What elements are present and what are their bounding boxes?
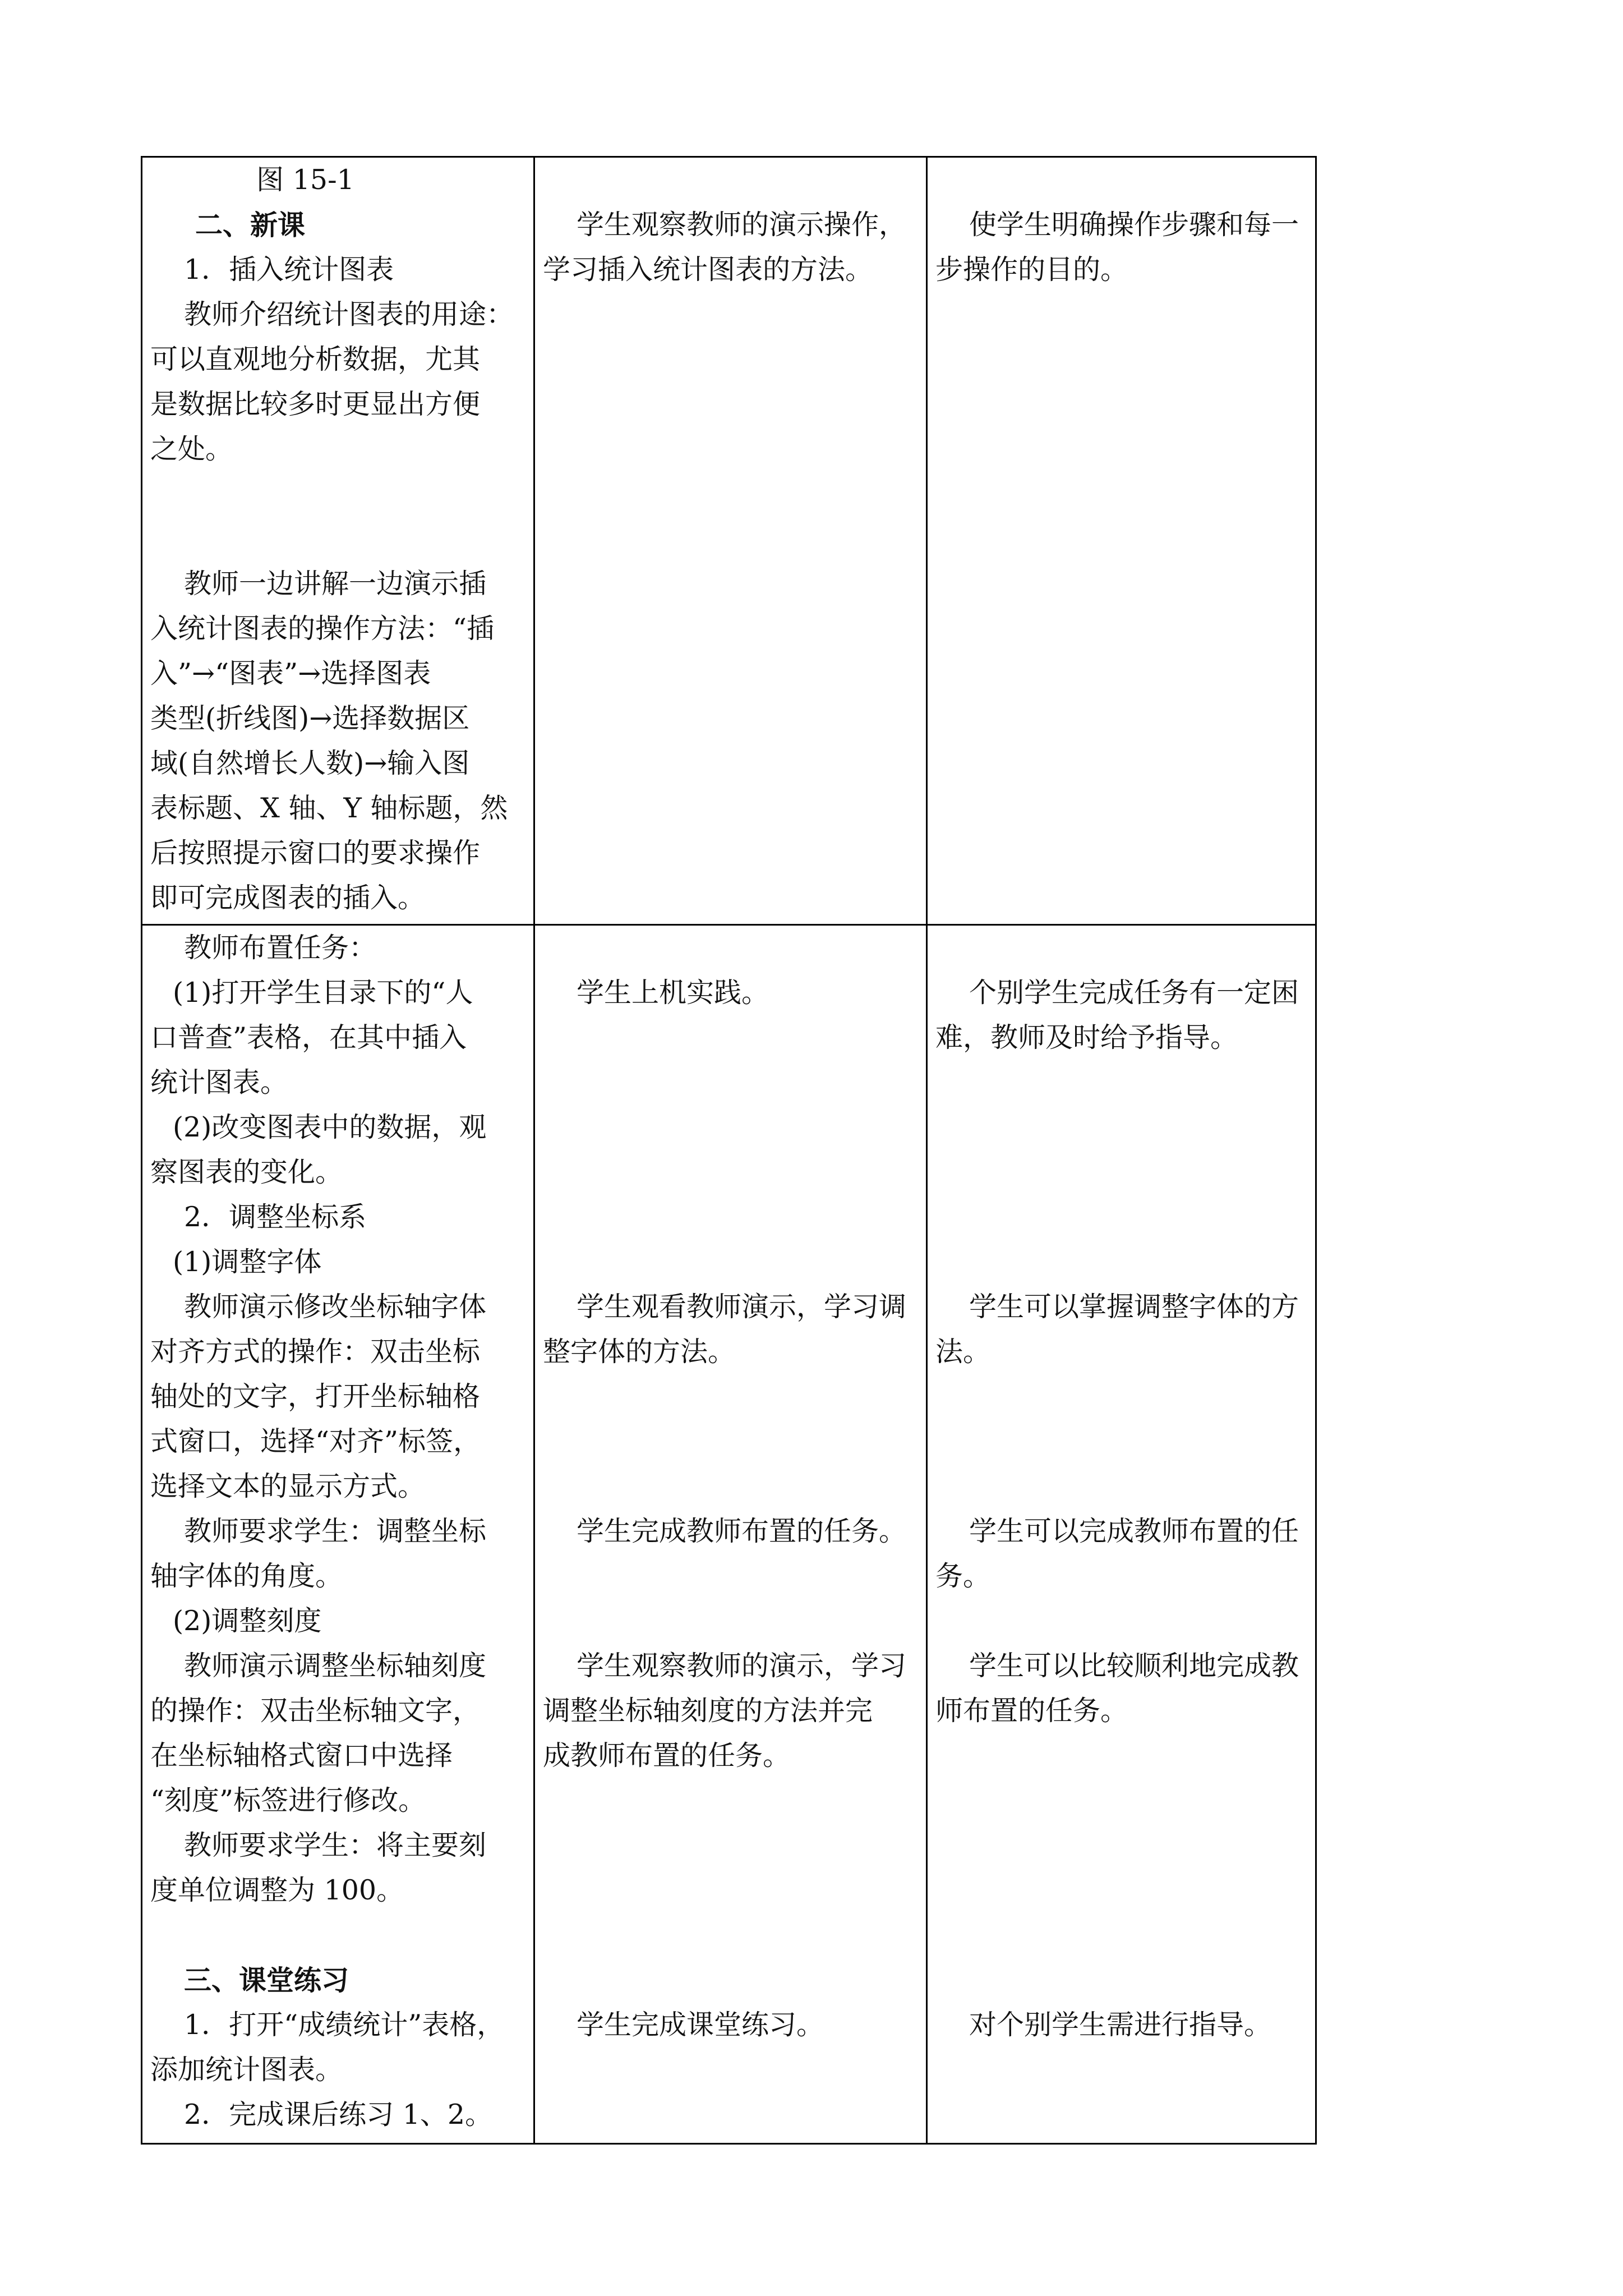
subsection-adjust-axes: 2．调整坐标系 — [184, 1201, 367, 1233]
text-line: 学生可以掌握调整字体的方 — [969, 1291, 1299, 1323]
text-line: 使学生明确操作步骤和每一 — [969, 209, 1299, 241]
text-line: (1)打开学生目录下的“人 — [173, 977, 473, 1009]
text-line: 教师介绍统计图表的用途： — [184, 298, 514, 330]
text-line: 口普查”表格，在其中插入 — [150, 1022, 467, 1053]
text-line: 个别学生完成任务有一定困 — [969, 977, 1299, 1009]
subsection-adjust-font: (1)调整字体 — [173, 1246, 322, 1278]
text-line: 入”→“图表”→选择图表 — [150, 657, 431, 689]
text-line: 学生观看教师演示，学习调 — [577, 1291, 907, 1323]
text-line: 2．完成课后练习 1、2。 — [184, 2099, 493, 2131]
student-activity-cell — [534, 157, 927, 925]
text-line: 在坐标轴格式窗口中选择 — [150, 1740, 453, 1772]
design-intent-cell — [927, 157, 1316, 925]
teacher-activity-cell — [142, 925, 534, 2144]
text-line: 学生上机实践。 — [577, 977, 769, 1009]
spacer — [935, 158, 1310, 203]
text-line: 察图表的变化。 — [150, 1156, 343, 1188]
section-title-new-lesson: 二、新课 — [195, 209, 306, 241]
text-line: 即可完成图表的插入。 — [150, 882, 426, 914]
text-line: 对齐方式的操作：双击坐标 — [150, 1336, 481, 1368]
spacer — [543, 926, 920, 970]
text-line: 对个别学生需进行指导。 — [969, 2009, 1272, 2041]
text-line: “刻度”标签进行修改。 — [150, 1784, 426, 1816]
text-line: 学生可以比较顺利地完成教 — [969, 1650, 1299, 1682]
text-line: 统计图表。 — [150, 1066, 288, 1098]
text-line: 学习插入统计图表的方法。 — [543, 254, 873, 286]
text-line: (2)改变图表中的数据，观 — [173, 1111, 487, 1143]
text-line: 成教师布置的任务。 — [543, 1740, 791, 1772]
text-line: 难，教师及时给予指导。 — [935, 1022, 1238, 1053]
text-line: 教师演示调整坐标轴刻度 — [184, 1650, 487, 1682]
teacher-activity-cell — [142, 157, 534, 925]
text-line: 学生观察教师的演示操作， — [577, 209, 907, 241]
text-line: 教师要求学生：将主要刻 — [184, 1829, 487, 1861]
text-line: 后按照提示窗口的要求操作 — [150, 837, 481, 869]
spacer — [543, 158, 920, 203]
spacer — [543, 1778, 920, 2003]
text-line: 整字体的方法。 — [543, 1336, 736, 1368]
spacer — [935, 1733, 1310, 2003]
text-line: 教师一边讲解一边演示插 — [184, 568, 487, 600]
subsection-insert-chart: 1．插入统计图表 — [184, 254, 394, 286]
student-activity-cell — [534, 925, 927, 2144]
text-line: 的操作：双击坐标轴文字， — [150, 1695, 481, 1727]
text-line: 教师演示修改坐标轴字体 — [184, 1291, 487, 1323]
table-row — [142, 157, 1316, 925]
spacer — [543, 1554, 920, 1644]
design-intent-cell — [927, 925, 1316, 2144]
spacer — [543, 1374, 920, 1509]
text-line: 法。 — [935, 1336, 991, 1368]
spacer — [150, 1913, 528, 1958]
text-line: 式窗口，选择“对齐”标签， — [150, 1425, 481, 1457]
spacer — [935, 926, 1310, 970]
table-row — [142, 925, 1316, 2144]
figure-caption: 图 15-1 — [256, 164, 354, 196]
lesson-plan-table — [141, 156, 1317, 2145]
text-line: 之处。 — [150, 433, 233, 465]
subsection-adjust-scale: (2)调整刻度 — [173, 1605, 322, 1637]
text-line: 表标题、X 轴、Y 轴标题，然 — [150, 792, 508, 824]
text-line: 学生观察教师的演示，学习 — [577, 1650, 907, 1682]
text-line: 学生完成教师布置的任务。 — [577, 1515, 907, 1547]
text-line: 师布置的任务。 — [935, 1695, 1128, 1727]
text-line: 学生可以完成教师布置的任 — [969, 1515, 1299, 1547]
text-line: 教师要求学生：调整坐标 — [184, 1515, 487, 1547]
spacer — [935, 1374, 1310, 1509]
text-line: 轴字体的角度。 — [150, 1560, 343, 1592]
text-line: 选择文本的显示方式。 — [150, 1470, 426, 1502]
text-line: 步操作的目的。 — [935, 254, 1128, 286]
spacer — [543, 1015, 920, 1285]
task-title: 教师布置任务： — [184, 932, 377, 964]
spacer — [150, 472, 528, 562]
text-line: 类型(折线图)→选择数据区 — [150, 702, 470, 734]
text-line: 1．打开“成绩统计”表格， — [184, 2009, 505, 2041]
section-title-practice: 三、课堂练习 — [184, 1964, 349, 1996]
text-line: 可以直观地分析数据，尤其 — [150, 343, 481, 375]
text-line: 是数据比较多时更显出方便 — [150, 388, 481, 420]
text-line: 入统计图表的操作方法：“插 — [150, 613, 495, 645]
text-line: 度单位调整为 100。 — [150, 1874, 404, 1906]
text-line: 调整坐标轴刻度的方法并完 — [543, 1695, 873, 1727]
spacer — [935, 1599, 1310, 1644]
text-line: 轴处的文字，打开坐标轴格 — [150, 1381, 481, 1412]
text-line: 添加统计图表。 — [150, 2054, 343, 2086]
text-line: 务。 — [935, 1560, 991, 1592]
spacer — [935, 1060, 1310, 1285]
text-line: 域(自然增长人数)→输入图 — [150, 747, 470, 779]
text-line: 学生完成课堂练习。 — [577, 2009, 824, 2041]
